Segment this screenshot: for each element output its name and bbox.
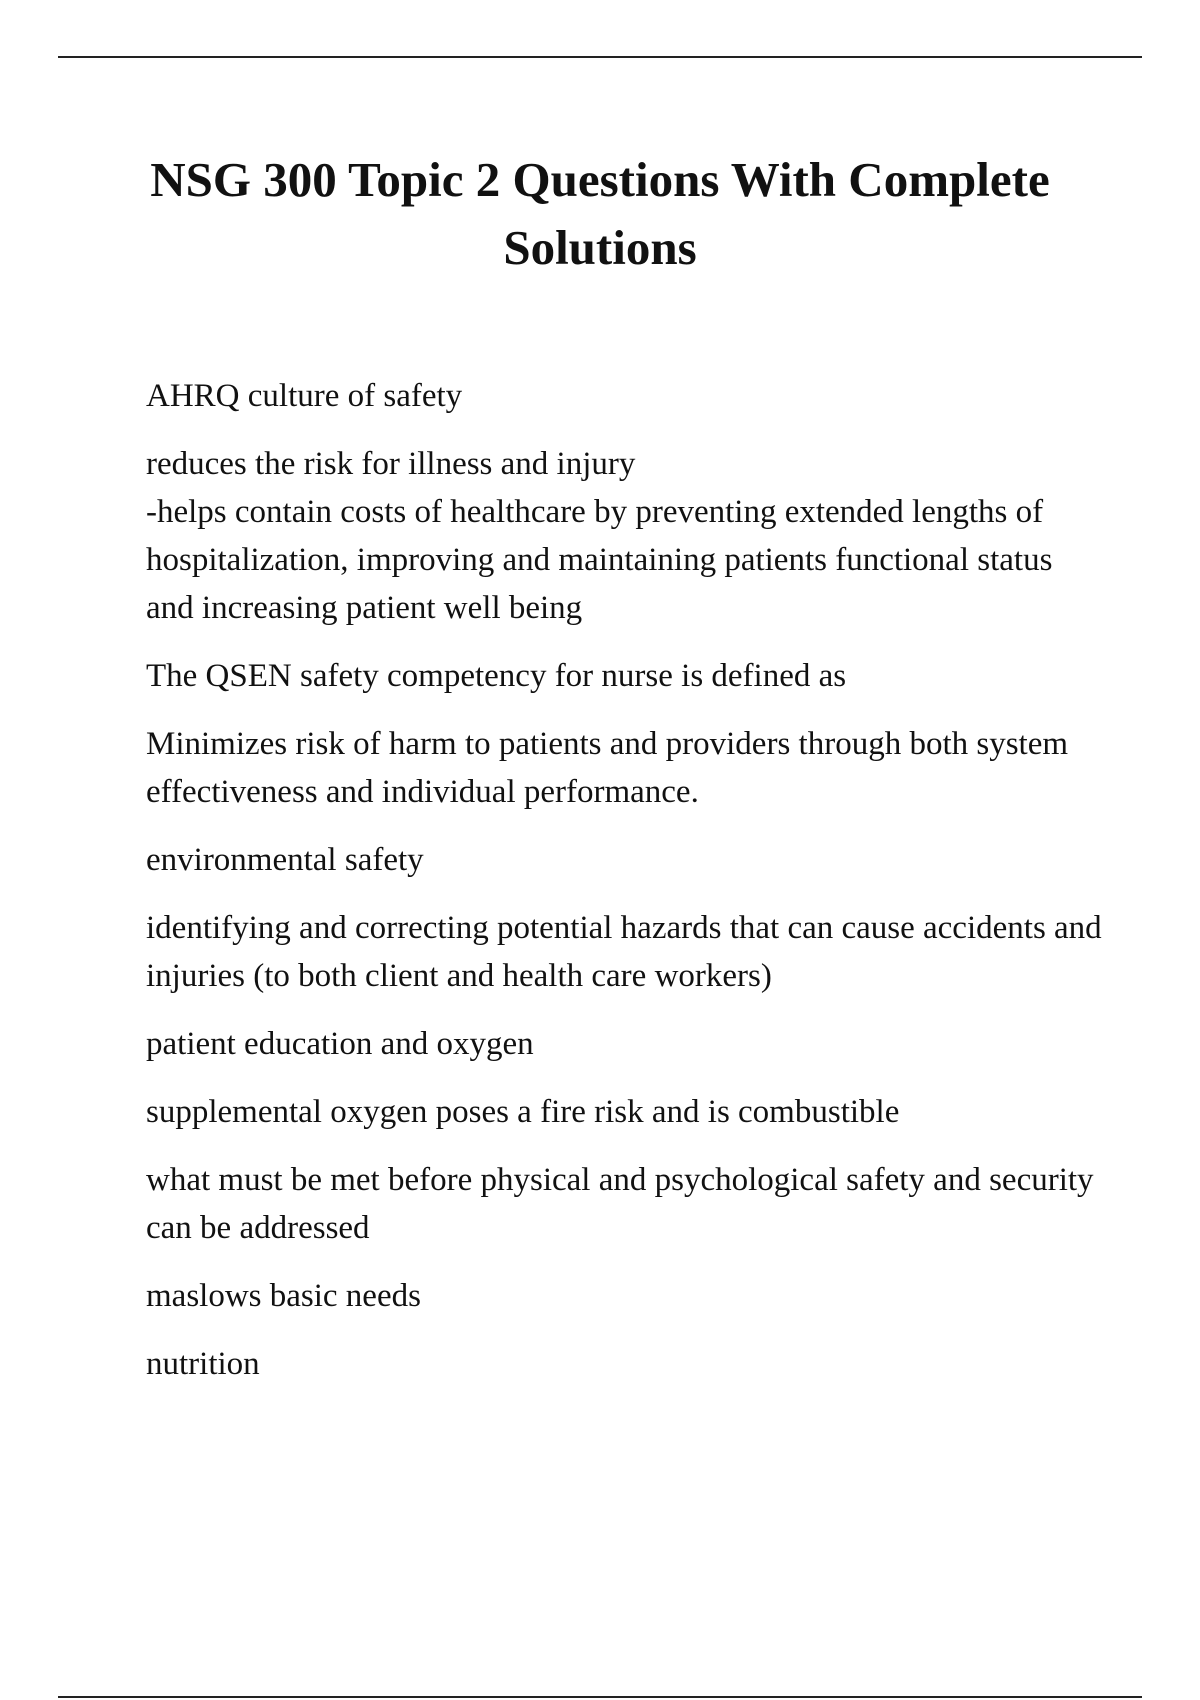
entry-answer: maslows basic needs — [146, 1278, 421, 1314]
entry-question: patient education and oxygen — [146, 1026, 534, 1062]
entry-answer: Minimizes risk of harm to patients and providers through both system effectiveness and individual performance. — [146, 726, 1069, 810]
entry-question: what must be met before physical and psychological safety and security can be addressed — [146, 1162, 1094, 1246]
document-title: NSG 300 Topic 2 Questions With Complete Solutions — [150, 152, 1050, 275]
document-body — [146, 372, 1106, 1408]
entry-question: AHRQ culture of safety — [146, 378, 463, 414]
footer-rule — [58, 1696, 1142, 1698]
header-rule — [58, 56, 1142, 58]
entry-question: The QSEN safety competency for nurse is defined as — [146, 658, 847, 694]
entry-answer: identifying and correcting potential hazards that can cause accidents and injuries (to both client and health care workers) — [146, 910, 1102, 994]
entry-question: environmental safety — [146, 842, 424, 878]
entry-answer: supplemental oxygen poses a fire risk and is combustible — [146, 1094, 900, 1130]
entry-answer: reduces the risk for illness and injury -helps contain costs of healthcare by preventing extended lengths of hospitalization, improving and maintaining patients functional status and increasing patient well being — [146, 446, 1053, 626]
entry-question: nutrition — [146, 1346, 260, 1382]
